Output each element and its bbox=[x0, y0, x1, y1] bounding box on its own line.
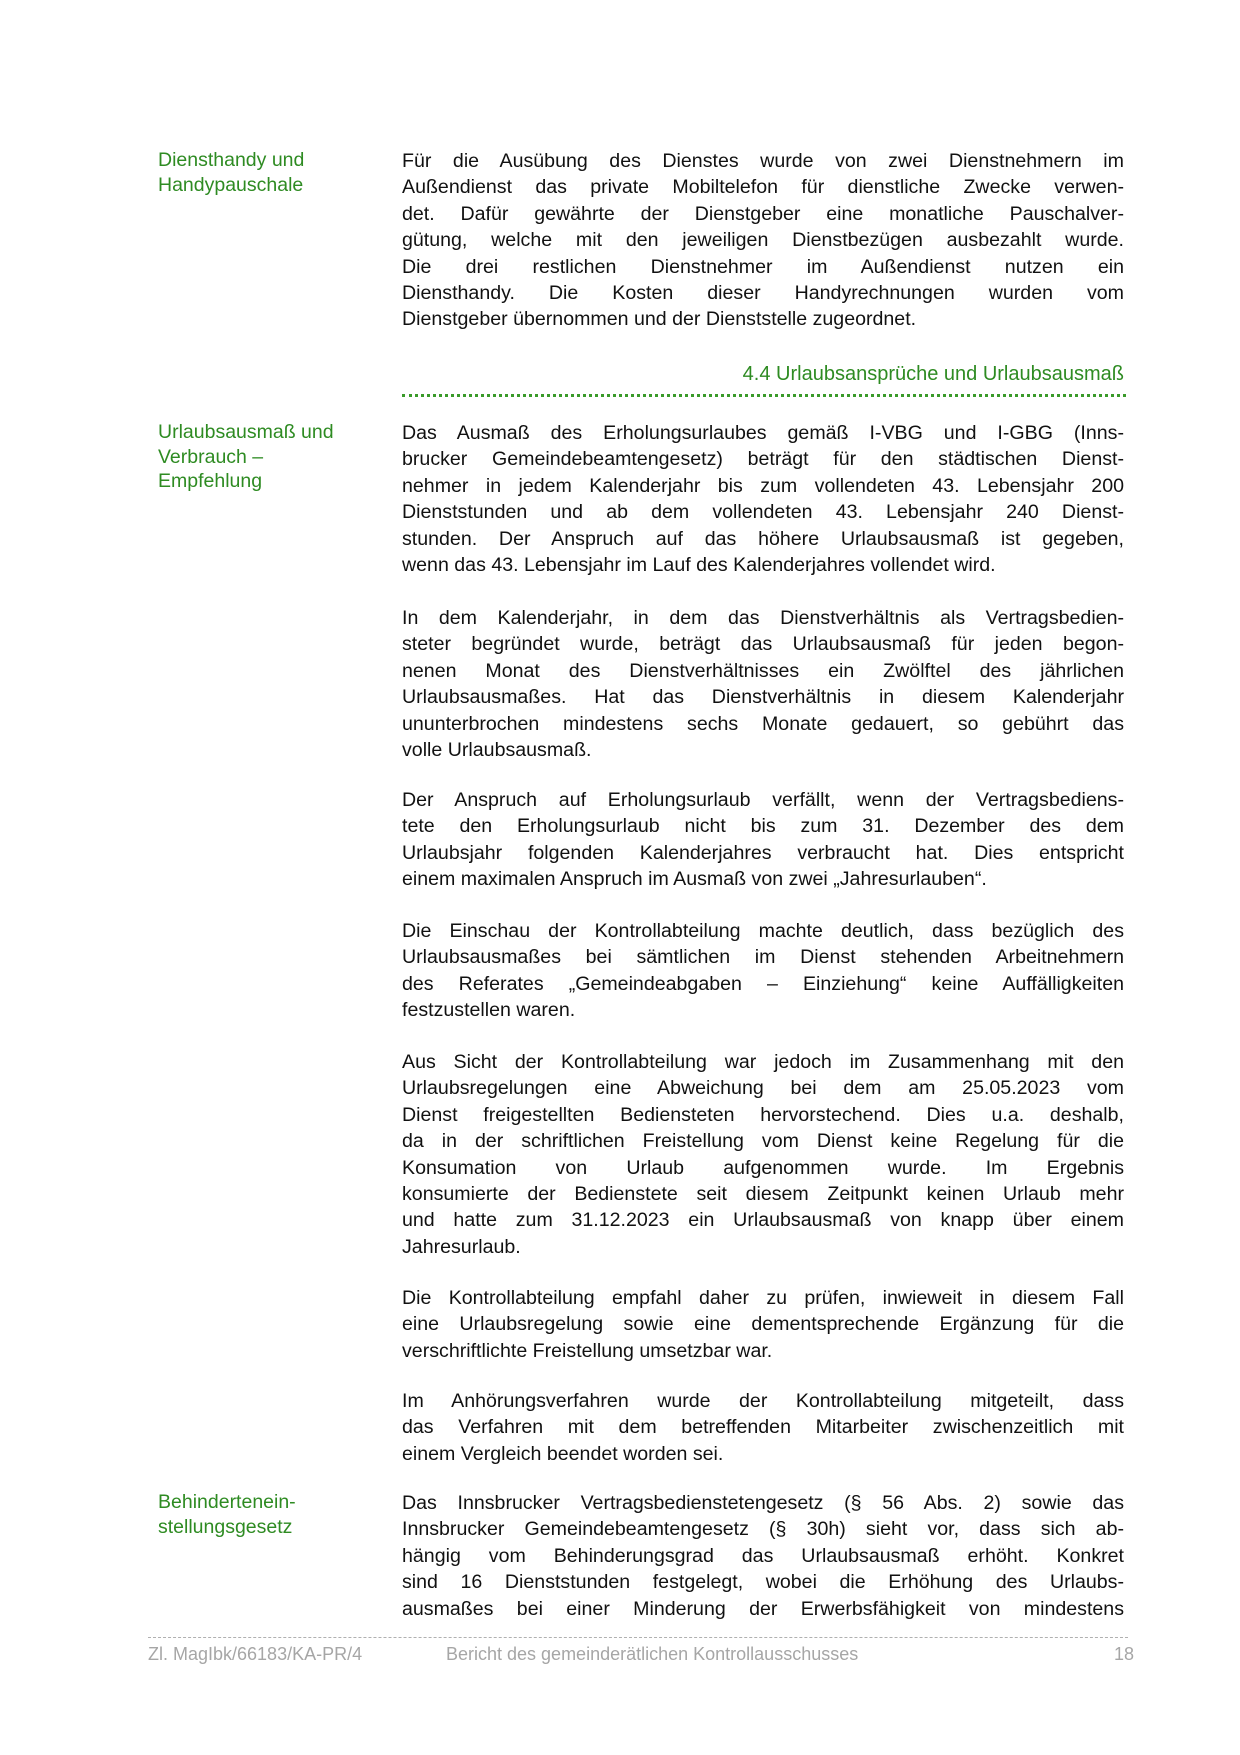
section-label bbox=[158, 420, 368, 494]
text-line: Konsumation von Urlaub aufgenommen wurde. Im Ergebnis bbox=[402, 1156, 1124, 1179]
text-line: stunden. Der Anspruch auf das höhere Urlaubsausmaß ist gegeben, bbox=[402, 527, 1124, 550]
text-line: Die Einschau der Kontrollabteilung machte deutlich, dass bezüglich des bbox=[402, 920, 1124, 942]
label-line: Handypauschale bbox=[158, 173, 304, 196]
text-line: ununterbrochen mindestens sechs Monate gedauert, so gebührt das bbox=[402, 712, 1124, 735]
paragraph bbox=[402, 1388, 1124, 1467]
text-line: Dienst freigestellten Bediensteten hervorstechend. Dies u.a. deshalb, bbox=[402, 1103, 1124, 1126]
label-line: Behindertenein- bbox=[158, 1491, 296, 1513]
text-line: Urlaubsregelungen eine Abweichung bei dem am 25.05.2023 vom bbox=[402, 1077, 1124, 1100]
footer-title: Bericht des gemeinderätlichen Kontrollausschusses bbox=[446, 1644, 859, 1664]
section-label bbox=[158, 1490, 368, 1539]
text-line: Urlaubsausmaßes. Hat das Dienstverhältnis in diesem Kalenderjahr bbox=[402, 686, 1124, 709]
text-line: tete den Erholungsurlaub nicht bis zum 31. Dezember des dem bbox=[402, 815, 1124, 838]
text-line: hängig vom Behinderungsgrad das Urlaubsausmaß erhöht. Konkret bbox=[402, 1544, 1124, 1567]
text-line: Im Anhörungsverfahren wurde der Kontrollabteilung mitgeteilt, dass bbox=[402, 1390, 1124, 1412]
paragraph bbox=[402, 918, 1124, 1024]
text-line: und hatte zum 31.12.2023 ein Urlaubsausmaß von knapp über einem bbox=[402, 1209, 1124, 1232]
text-line: Innsbrucker Gemeindebeamtengesetz (§ 30h) sieht vor, dass sich ab- bbox=[402, 1518, 1124, 1541]
text-line: steter begründet wurde, beträgt das Urlaubsausmaß für jeden begon- bbox=[402, 633, 1124, 656]
footer-divider bbox=[148, 1637, 1128, 1638]
label-line: Urlaubsausmaß und bbox=[158, 421, 334, 443]
text-line: das Verfahren mit dem betreffenden Mitarbeiter zwischenzeitlich mit bbox=[402, 1416, 1124, 1439]
text-line: Dienstgeber übernommen und der Dienststelle zugeordnet. bbox=[402, 308, 917, 331]
text-line: Jahresurlaub. bbox=[402, 1235, 521, 1258]
label-line: Verbrauch – bbox=[158, 445, 264, 468]
paragraph bbox=[402, 420, 1124, 578]
text-line: Diensthandy. Die Kosten dieser Handyrechnungen wurden vom bbox=[402, 282, 1124, 305]
text-line: einem maximalen Anspruch im Ausmaß von zwei „Jahresurlauben“. bbox=[402, 868, 987, 891]
text-line: konsumierte der Bedienstete seit diesem Zeitpunkt keinen Urlaub mehr bbox=[402, 1183, 1124, 1206]
paragraph bbox=[402, 605, 1124, 763]
text-line: gütung, welche mit den jeweiligen Dienstbezügen ausbezahlt wurde. bbox=[402, 229, 1124, 252]
text-line: Die drei restlichen Dienstnehmer im Außendienst nutzen ein bbox=[402, 255, 1124, 278]
text-line: ausmaßes bei einer Minderung der Erwerbsfähigkeit von mindestens bbox=[402, 1597, 1124, 1620]
text-line: nehmer in jedem Kalenderjahr bis zum vollendeten 43. Lebensjahr 200 bbox=[402, 474, 1124, 497]
text-line: da in der schriftlichen Freistellung vom Dienst keine Regelung für die bbox=[402, 1130, 1124, 1153]
text-line: det. Dafür gewährte der Dienstgeber eine monatliche Pauschalver- bbox=[402, 202, 1124, 225]
text-line: wenn das 43. Lebensjahr im Lauf des Kalenderjahres vollendet wird. bbox=[402, 554, 996, 577]
text-line: Das Ausmaß des Erholungsurlaubes gemäß I-VBG und I-GBG (Inns- bbox=[402, 422, 1124, 444]
paragraph bbox=[402, 1490, 1124, 1622]
paragraph bbox=[402, 148, 1124, 333]
text-line: Urlaubsausmaßes bei sämtlichen im Dienst stehenden Arbeitnehmern bbox=[402, 946, 1124, 969]
paragraph bbox=[402, 787, 1124, 893]
text-line: volle Urlaubsausmaß. bbox=[402, 739, 592, 762]
text-line: Dienststunden und ab dem vollendeten 43. Lebensjahr 240 Dienst- bbox=[402, 501, 1124, 524]
text-line: nenen Monat des Dienstverhältnisses ein Zwölftel des jährlichen bbox=[402, 659, 1124, 682]
text-line: In dem Kalenderjahr, in dem das Dienstverhältnis als Vertragsbedien- bbox=[402, 607, 1124, 629]
text-line: brucker Gemeindebeamtengesetz) beträgt für den städtischen Dienst- bbox=[402, 448, 1124, 471]
text-line: Die Kontrollabteilung empfahl daher zu prüfen, inwieweit in diesem Fall bbox=[402, 1287, 1124, 1309]
text-line: einem Vergleich beendet worden sei. bbox=[402, 1442, 724, 1465]
text-line: verschriftlichte Freistellung umsetzbar war. bbox=[402, 1339, 773, 1362]
section-label bbox=[158, 148, 368, 197]
text-line: Aus Sicht der Kontrollabteilung war jedoch im Zusammenhang mit den bbox=[402, 1051, 1124, 1073]
text-line: Der Anspruch auf Erholungsurlaub verfällt, wenn der Vertragsbediens- bbox=[402, 789, 1124, 811]
text-line: Urlaubsjahr folgenden Kalenderjahres verbraucht hat. Dies entspricht bbox=[402, 841, 1124, 864]
paragraph bbox=[402, 1049, 1124, 1260]
label-line: Diensthandy und bbox=[158, 149, 305, 171]
text-line: des Referates „Gemeindeabgaben – Einziehung“ keine Auffälligkeiten bbox=[402, 972, 1124, 995]
page-number: 18 bbox=[1113, 1644, 1134, 1664]
section-heading: 4.4 Urlaubsansprüche und Urlaubsausmaß bbox=[742, 363, 1124, 385]
label-line: Empfehlung bbox=[158, 470, 263, 492]
footer-reference: Zl. MagIbk/66183/KA-PR/4 bbox=[148, 1644, 363, 1664]
text-line: Das Innsbrucker Vertragsbedienstetengesetz (§ 56 Abs. 2) sowie das bbox=[402, 1492, 1124, 1514]
text-line: eine Urlaubsregelung sowie eine dementsprechende Ergänzung für die bbox=[402, 1313, 1124, 1336]
text-line: Außendienst das private Mobiltelefon für dienstliche Zwecke verwen- bbox=[402, 176, 1124, 199]
text-line: sind 16 Dienststunden festgelegt, wobei die Erhöhung des Urlaubs- bbox=[402, 1571, 1124, 1594]
heading-divider bbox=[402, 394, 1126, 397]
text-line: Für die Ausübung des Dienstes wurde von zwei Dienstnehmern im bbox=[402, 150, 1124, 172]
paragraph bbox=[402, 1285, 1124, 1364]
label-line: stellungsgesetz bbox=[158, 1515, 293, 1538]
text-line: festzustellen waren. bbox=[402, 999, 576, 1022]
